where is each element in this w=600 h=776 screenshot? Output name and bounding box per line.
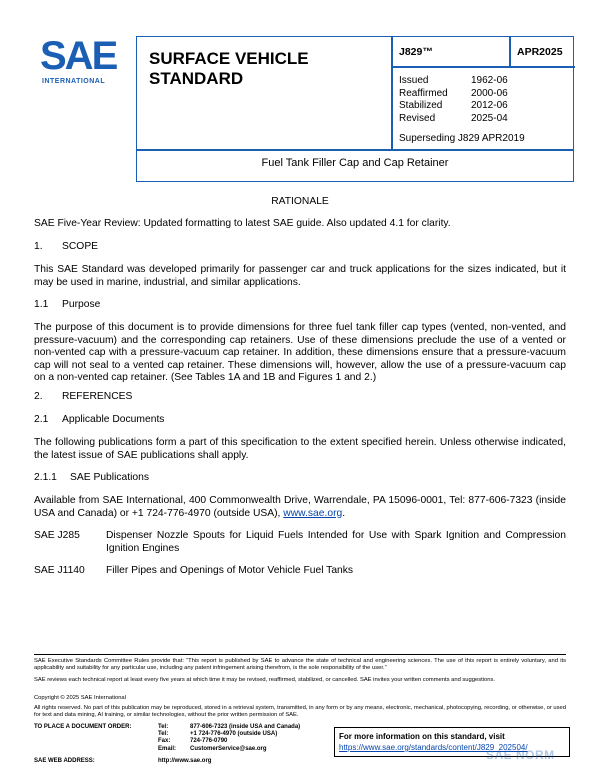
info-title: For more information on this standard, visit — [339, 732, 505, 741]
scope-text: This SAE Standard was developed primarily for passenger car and truck applications for the sizes indicated, but it may be used in marine, industrial, and similar applications. — [34, 264, 566, 288]
purpose-text: The purpose of this document is to provide dimensions for three fuel tank filler cap types (vented, non-vented, and pressure-vacuum) and the corresponding cap retainers. Use of these dimensions preclude the use of a vented or non-vented cap with a pressure-vacuum cap retainer. In addition, these dimensions ensure that a pressure-vacuum cap will not seal to a vented cap retainer. These dimensions will, however, allow the use of a pressure-vacuum cap on a non-vented cap retainer. (See Tables 1A and 1B and Figures 1 and 2.) — [34, 322, 566, 383]
reference-title: Dispenser Nozzle Spouts for Liquid Fuels Intended for Use with Spark Ignition and Compression Ignition Engines — [106, 530, 566, 554]
contact-value: +1 724-776-4970 (outside USA) — [190, 731, 278, 738]
history-row — [399, 100, 508, 113]
title-line: SURFACE VEHICLE — [149, 49, 309, 68]
section-number: 2. — [34, 391, 43, 402]
contact-row — [34, 724, 300, 731]
document-type — [149, 49, 309, 89]
reference-title: Filler Pipes and Openings of Motor Vehicle Fuel Tanks — [106, 565, 354, 576]
history-label: Reaffirmed — [399, 87, 448, 99]
section-number: 2.1.1 — [34, 472, 57, 483]
section-title: Purpose — [62, 299, 101, 310]
section-heading — [34, 414, 566, 427]
document-number: J829™ — [399, 46, 433, 58]
web-address-row — [34, 758, 211, 764]
history-value: 1962-06 — [471, 75, 508, 86]
section-title: SAE Publications — [70, 472, 149, 483]
web-label: SAE WEB ADDRESS: — [34, 758, 95, 764]
web-address-link[interactable]: http://www.sae.org — [158, 758, 212, 764]
section-heading — [34, 391, 566, 404]
superseding-note: Superseding J829 APR2019 — [399, 133, 525, 144]
contact-key: Tel: — [158, 724, 169, 730]
section-title: Applicable Documents — [62, 414, 165, 425]
history-label: Issued — [399, 75, 429, 86]
rationale-heading: RATIONALE — [271, 196, 329, 207]
history-value: 2000-06 — [471, 87, 508, 99]
copyright-text: Copyright © 2025 SAE International — [34, 695, 126, 701]
section-heading — [34, 299, 566, 312]
revision-history — [399, 75, 508, 125]
publications-text: Available from SAE International, 400 Commonwealth Drive, Warrendale, PA 15096-0001, Tel: 877-606-7323 (inside USA and Canada) or +1 724-776-4970 (outside USA), — [34, 495, 566, 519]
footer-rules-text: SAE Executive Standards Committee Rules provide that: “This report is published by SAE to advance the state of technical and engineering sciences. The use of this report is entirely voluntary, and its applicability and suitability for any particular use, including any patent infringement arising therefrom, is the sole responsibility of the user.” — [34, 658, 566, 672]
section-number: 1. — [34, 241, 43, 252]
logo-subtext: INTERNATIONAL — [42, 78, 106, 85]
section-title: SCOPE — [62, 241, 99, 252]
reference-item — [34, 565, 566, 578]
section-title: REFERENCES — [62, 391, 133, 402]
divider — [391, 66, 575, 68]
contact-key: Tel: — [158, 731, 169, 738]
footer-divider — [34, 654, 566, 655]
history-value: 2012-06 — [471, 100, 508, 111]
history-row — [399, 113, 508, 126]
reference-code: SAE J285 — [34, 530, 80, 541]
history-label: Revised — [399, 112, 436, 124]
contact-row — [34, 738, 300, 745]
sae-logo — [40, 36, 124, 92]
divider — [391, 37, 393, 150]
divider — [137, 149, 573, 151]
contact-row — [34, 731, 300, 738]
title-line: STANDARD — [149, 69, 244, 88]
reference-code: SAE J1140 — [34, 565, 85, 576]
logo-text: SAE — [40, 34, 117, 78]
divider — [509, 37, 511, 67]
contact-key: Fax: — [158, 738, 171, 745]
contact-row — [34, 746, 300, 753]
history-value: 2025-04 — [471, 112, 508, 124]
document-title: Fuel Tank Filler Cap and Cap Retainer — [261, 157, 449, 169]
document-header — [136, 36, 574, 182]
rationale-text: SAE Five-Year Review: Updated formatting to latest SAE guide. Also updated 4.1 for clarity. — [34, 218, 451, 229]
applicable-docs-text: The following publications form a part of this specification to the extent specified herein. Unless otherwise indicated, the latest issue of SAE publications shall apply. — [34, 437, 566, 461]
order-label: TO PLACE A DOCUMENT ORDER: — [34, 724, 132, 730]
section-number: 1.1 — [34, 299, 49, 310]
sae-publications-text: Available from SAE International, 400 Commonwealth Drive, Warrendale, PA 15096-0001, Tel: 877-606-7323 (inside USA and Canada) or +1 724-776-4970 (outside USA), www.sae.org. — [34, 495, 566, 519]
order-contact-block — [34, 724, 300, 753]
section-heading — [34, 472, 566, 485]
contact-key: Email: — [158, 745, 177, 752]
watermark: SAE NORM — [486, 748, 555, 762]
section-number: 2.1 — [34, 414, 49, 425]
history-row — [399, 75, 508, 88]
footer-review-text: SAE reviews each technical report at least every five years at which time it may be revised, reaffirmed, stabilized, or cancelled. SAE invites your written comments and suggestions. — [34, 677, 495, 683]
document-date: APR2025 — [517, 46, 563, 58]
contact-value: CustomerService@sae.org — [190, 745, 267, 752]
history-row — [399, 88, 508, 101]
reference-item — [34, 530, 566, 555]
contact-value: 724-776-0790 — [190, 738, 228, 745]
section-heading — [34, 241, 566, 254]
history-label: Stabilized — [399, 100, 443, 111]
contact-value: 877-606-7323 (inside USA and Canada) — [190, 724, 301, 730]
rights-text: All rights reserved. No part of this publication may be reproduced, stored in a retrieval system, transmitted, in any form or by any means, electronic, mechanical, photocopying, recording, or otherwise, or used for text and data mining, AI training, or similar technologies, without the prior written permission of SAE. — [34, 705, 566, 719]
standard-url-link[interactable]: https://www.sae.org/standards/content/J829_202504/ — [339, 743, 528, 752]
sae-website-link[interactable]: www.sae.org — [283, 507, 343, 519]
